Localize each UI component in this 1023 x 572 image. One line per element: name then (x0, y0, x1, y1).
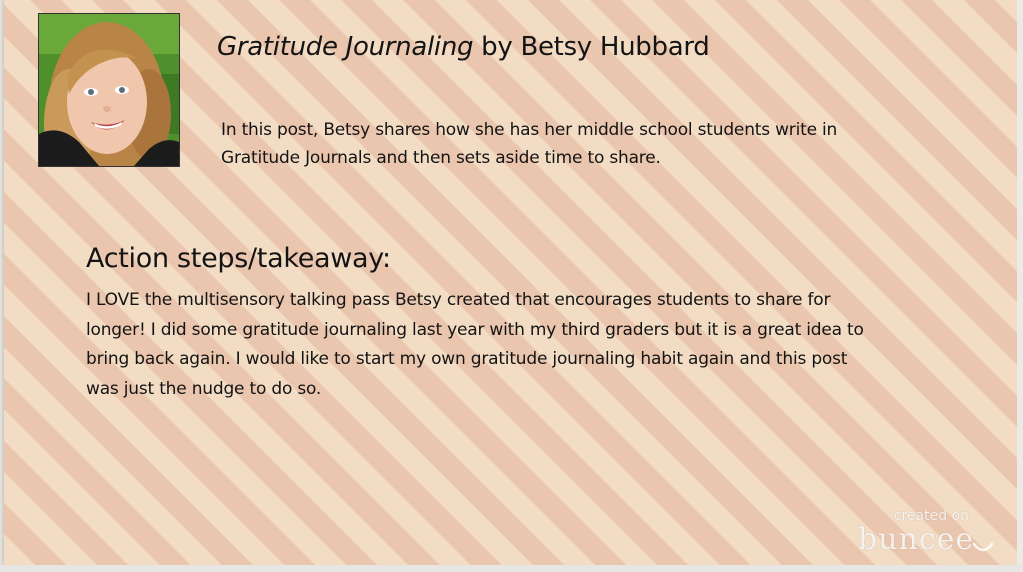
page-title (217, 32, 709, 62)
slide-canvas (4, 0, 1017, 565)
window-edge-right (1017, 0, 1023, 572)
takeaway-paragraph: I LOVE the multisensory talking pass Betsy created that encourages students to share for longer! I did some gratitude journaling last year with my third graders but it is a great idea to bring back again. I would like to start my own gratitude journaling habit again and this post was just the nudge to do so. (86, 290, 864, 399)
intro-paragraph: In this post, Betsy shares how she has her middle school students write in Gratitude Journals and then sets aside time to share. (221, 120, 838, 168)
title-italic: Gratitude Journaling (217, 32, 474, 62)
watermark-brand: buncee (858, 522, 975, 557)
title-rest: by Betsy Hubbard (473, 32, 710, 62)
buncee-watermark[interactable] (854, 508, 994, 558)
window-edge-bottom (0, 565, 1023, 572)
smile-icon (972, 542, 994, 556)
section-heading: Action steps/takeaway: (86, 243, 391, 274)
watermark-caption: created on (893, 508, 969, 524)
portrait-image (39, 14, 179, 166)
author-photo (38, 13, 180, 167)
